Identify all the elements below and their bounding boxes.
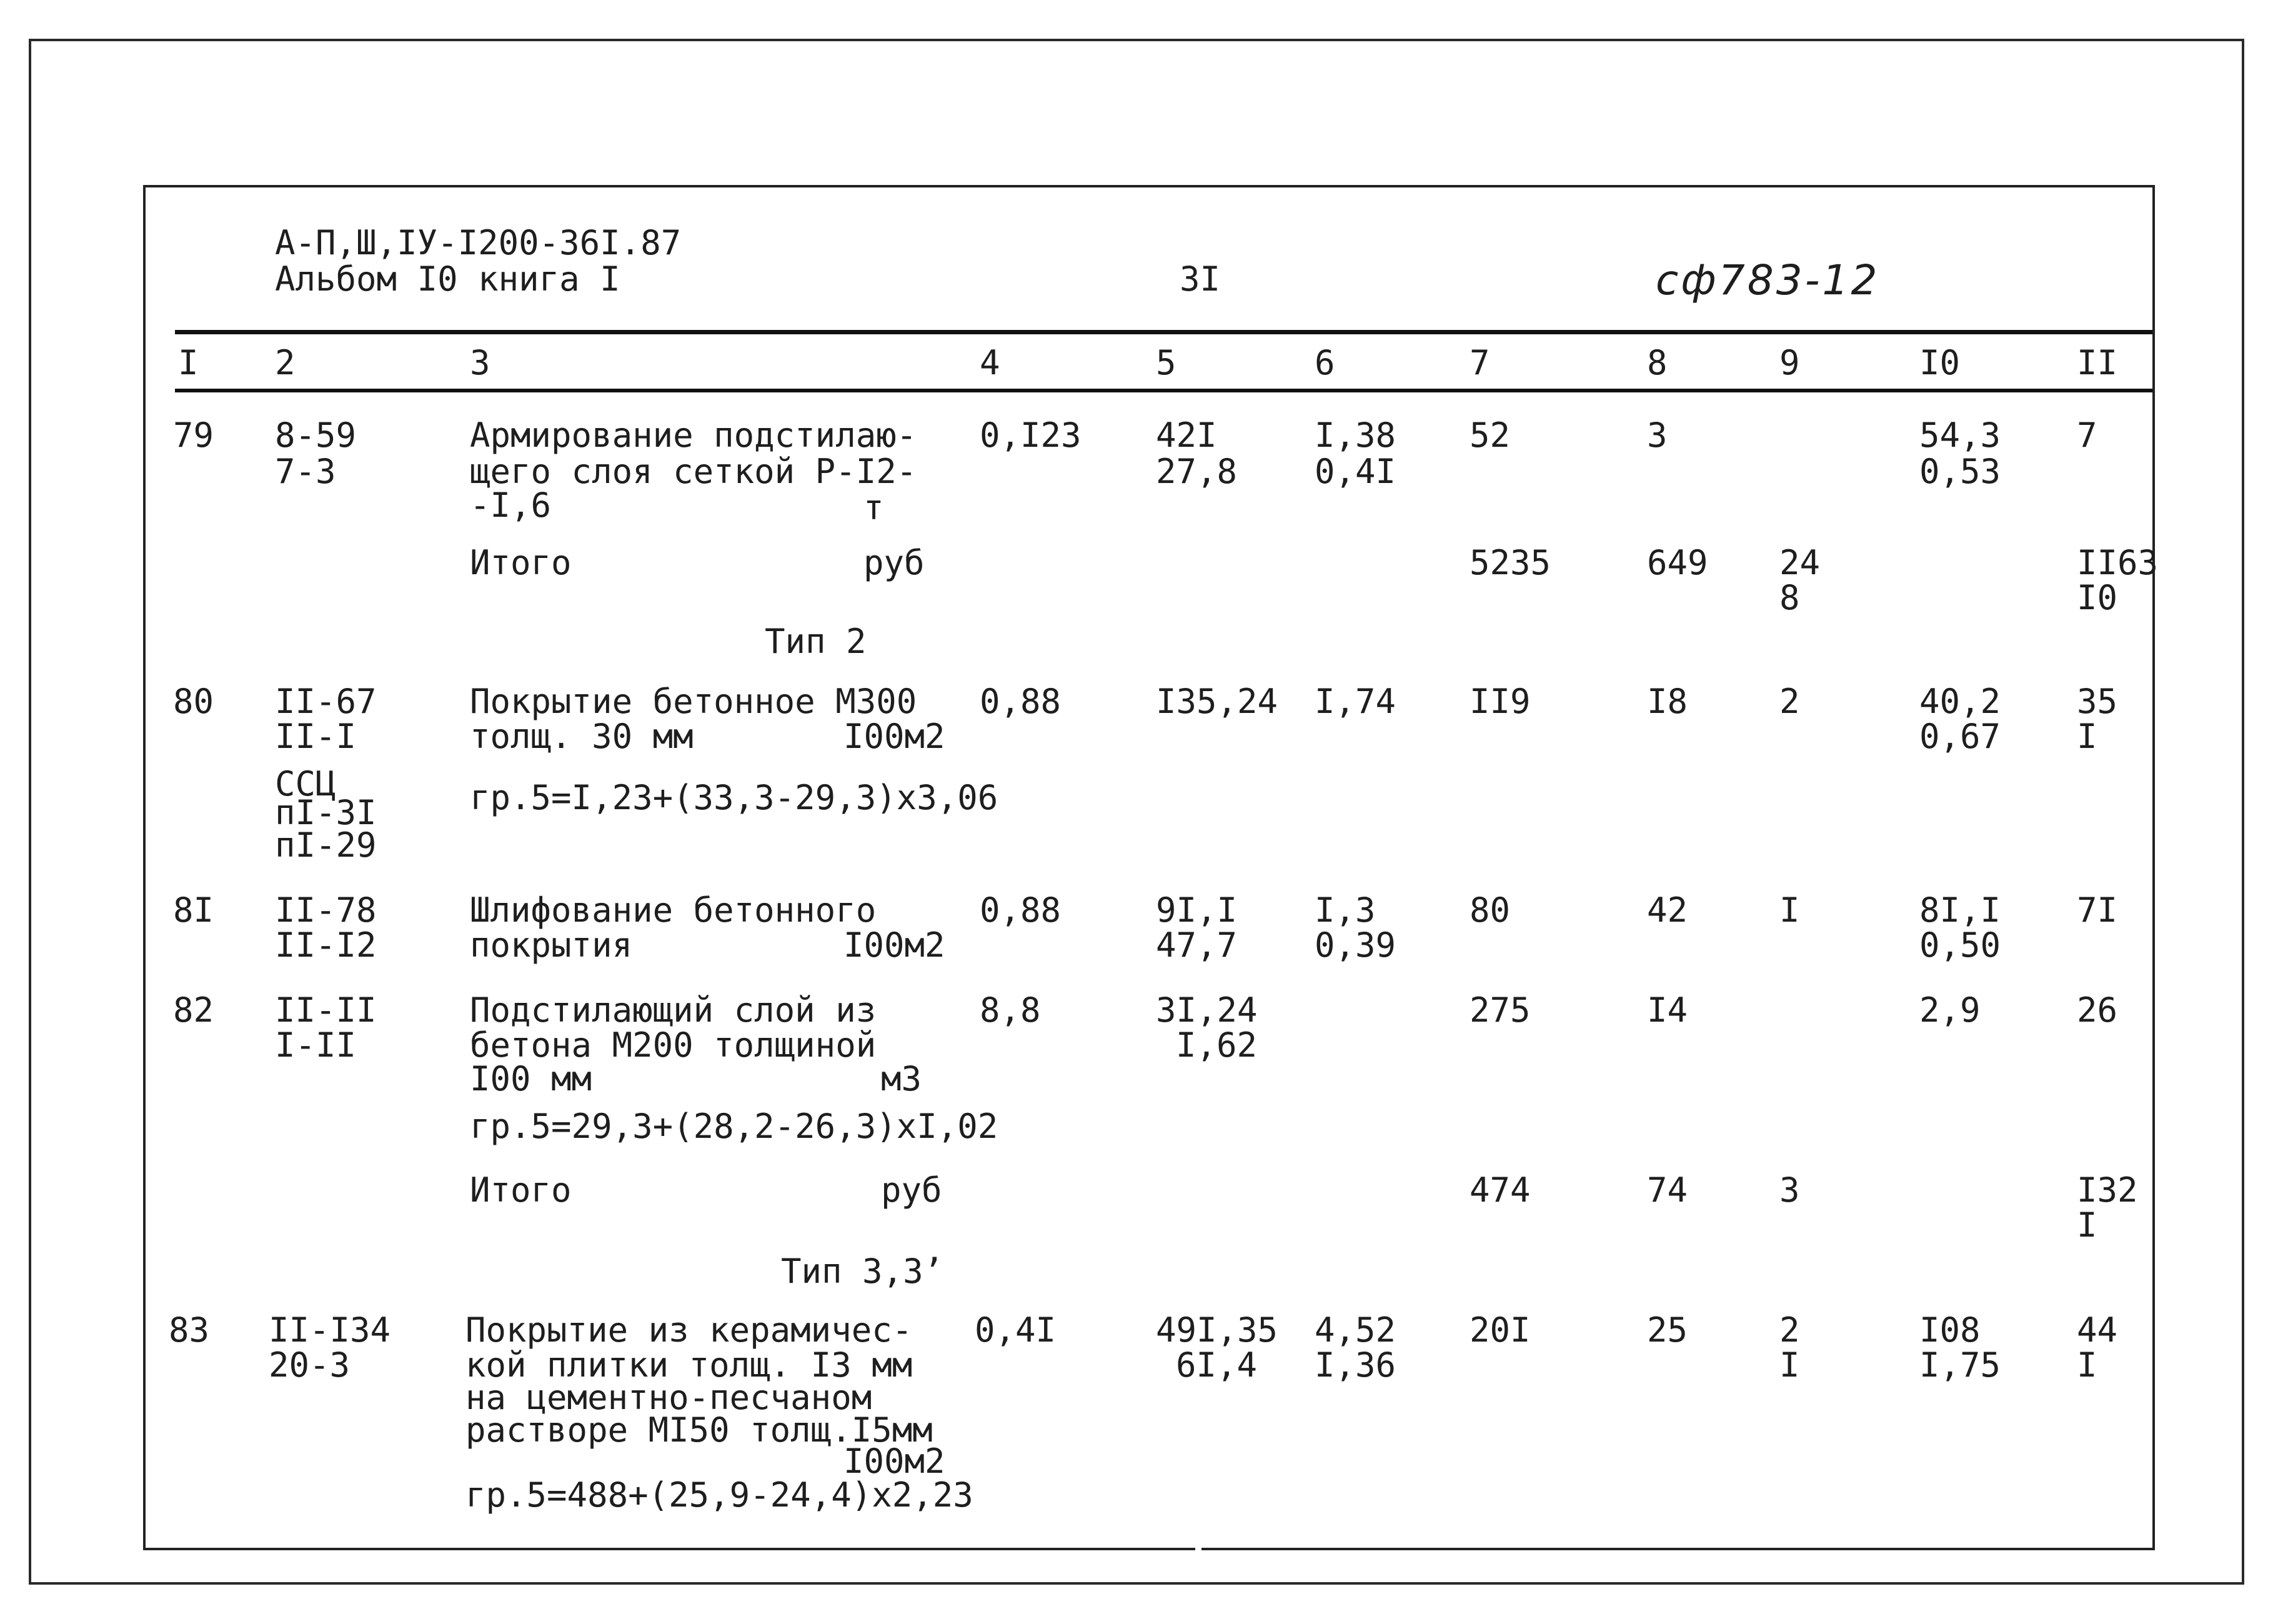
norm-code: ССЦ [275, 764, 336, 804]
column-header: I0 [1919, 343, 1961, 382]
row-number: 82 [173, 990, 214, 1030]
item-description: покрытия [470, 925, 633, 965]
unit-cost: 6I,4 [1176, 1345, 1258, 1385]
column-header: 4 [980, 343, 1000, 382]
album-code: А-П,Ш,IУ-I200-36I.87 [275, 223, 682, 262]
value-col7: 474 [1470, 1170, 1531, 1210]
price-formula: гр.5=I,23+(33,3-29,3)х3,06 [470, 778, 998, 817]
value-col11: I32 [2077, 1170, 2138, 1210]
quantity: 8,8 [980, 990, 1041, 1030]
value-col10: 2,9 [1919, 990, 1981, 1030]
subtotal-unit: руб [881, 1170, 942, 1210]
price-formula: гр.5=29,3+(28,2-26,3)хI,02 [470, 1107, 998, 1146]
value-col11: I [2077, 1205, 2097, 1245]
subtotal-label: Итого [470, 543, 572, 582]
unit-cost: I,62 [1176, 1025, 1258, 1065]
norm-code: пI-29 [275, 825, 377, 865]
value-col7: 275 [1470, 990, 1531, 1030]
value-col11: I0 [2077, 578, 2118, 617]
value-col7: II9 [1470, 682, 1531, 721]
unit-cost: 9I,I [1156, 890, 1238, 930]
item-description: Покрытие бетонное М300 [470, 682, 917, 721]
item-unit: I00м2 [843, 717, 945, 756]
row-number: 8I [173, 890, 214, 930]
value-col11: 35 [2077, 682, 2118, 721]
value-col10: 0,67 [1919, 717, 2001, 756]
bottom-border-right [1201, 1548, 2155, 1550]
item-description: -I,6 [470, 486, 552, 525]
subtotal-unit: руб [863, 543, 925, 582]
value-col9: I [1779, 890, 1800, 930]
norm-code: II-67 [275, 682, 377, 721]
row-number: 79 [173, 416, 214, 455]
norm-code: II-I34 [269, 1310, 391, 1350]
norm-code: пI-3I [275, 793, 377, 832]
row-number: 83 [169, 1310, 210, 1350]
unit-cost: 49I,35 [1156, 1310, 1278, 1350]
item-description: Шлифование бетонного [470, 890, 877, 930]
item-unit: т [863, 488, 884, 527]
value-col6: I,74 [1315, 682, 1396, 721]
value-col10: I,75 [1919, 1345, 2001, 1385]
page-number: 3I [1180, 259, 1221, 299]
value-col10: 54,3 [1919, 416, 2001, 455]
unit-cost: 42I [1156, 416, 1217, 455]
section-heading: Тип 2 [765, 622, 867, 661]
column-header: I [178, 343, 199, 382]
value-col9: 2 [1779, 1310, 1800, 1350]
norm-code: 8-59 [275, 416, 357, 455]
norm-code: I-II [275, 1025, 357, 1065]
column-header: 9 [1779, 343, 1800, 382]
value-col7: 52 [1470, 416, 1511, 455]
item-description: Армирование подстилаю- [470, 416, 917, 455]
subtotal-label: Итого [470, 1170, 572, 1210]
document-stamp: сф783-12 [1656, 256, 1880, 304]
norm-code: II-I2 [275, 925, 377, 965]
value-col6: 0,4I [1315, 452, 1396, 491]
unit-cost: 47,7 [1156, 925, 1238, 965]
unit-cost: 3I,24 [1156, 990, 1258, 1030]
item-unit: м3 [881, 1059, 922, 1098]
value-col7: 80 [1470, 890, 1511, 930]
value-col9: 3 [1779, 1170, 1800, 1210]
value-col9: 2 [1779, 682, 1800, 721]
header-bottom-rule [175, 389, 2152, 392]
value-col11: I [2077, 1345, 2097, 1385]
item-unit: I00м2 [843, 925, 945, 965]
norm-code: 20-3 [269, 1345, 351, 1385]
value-col11: 26 [2077, 990, 2118, 1030]
section-heading: Тип 3,3’ [781, 1252, 944, 1291]
item-description: кой плитки толщ. I3 мм [465, 1345, 913, 1385]
norm-code: 7-3 [275, 452, 336, 491]
quantity: 0,88 [980, 682, 1062, 721]
column-header: 7 [1470, 343, 1490, 382]
norm-code: II-II [275, 990, 377, 1030]
value-col10: 0,50 [1919, 925, 2001, 965]
unit-cost: I35,24 [1156, 682, 1278, 721]
column-header: 6 [1315, 343, 1335, 382]
value-col8: 3 [1647, 416, 1668, 455]
norm-code: II-I [275, 717, 357, 756]
value-col8: I4 [1647, 990, 1688, 1030]
value-col10: 40,2 [1919, 682, 2001, 721]
value-col6: I,38 [1315, 416, 1396, 455]
value-col8: I8 [1647, 682, 1688, 721]
value-col11: 7I [2077, 890, 2118, 930]
quantity: 0,I23 [980, 416, 1082, 455]
value-col10: 8I,I [1919, 890, 2001, 930]
value-col9: I [1779, 1345, 1800, 1385]
value-col8: 74 [1647, 1170, 1688, 1210]
value-col6: 4,52 [1315, 1310, 1396, 1350]
header-top-rule [175, 330, 2152, 334]
value-col11: 7 [2077, 416, 2097, 455]
quantity: 0,4I [975, 1310, 1057, 1350]
value-col10: I08 [1919, 1310, 1981, 1350]
value-col7: 5235 [1470, 543, 1551, 582]
item-description: растворе МI50 толщ.I5мм [465, 1410, 933, 1450]
unit-cost: 27,8 [1156, 452, 1238, 491]
item-description: Покрытие из керамичес- [465, 1310, 913, 1350]
norm-code: II-78 [275, 890, 377, 930]
item-description: толщ. 30 мм [470, 717, 694, 756]
value-col6: I,36 [1315, 1345, 1396, 1385]
column-header: 2 [275, 343, 296, 382]
item-description: Подстилающий слой из [470, 990, 877, 1030]
column-header: II [2077, 343, 2118, 382]
column-header: 3 [470, 343, 490, 382]
value-col7: 20I [1470, 1310, 1531, 1350]
item-unit: I00м2 [843, 1442, 945, 1481]
value-col8: 42 [1647, 890, 1688, 930]
quantity: 0,88 [980, 890, 1062, 930]
column-header: 5 [1156, 343, 1176, 382]
value-col8: 649 [1647, 543, 1708, 582]
value-col8: 25 [1647, 1310, 1688, 1350]
item-description: I00 мм [470, 1059, 592, 1098]
price-formula: гр.5=488+(25,9-24,4)х2,23 [465, 1475, 973, 1515]
value-col11: II63 [2077, 543, 2159, 582]
value-col11: I [2077, 717, 2097, 756]
bottom-border-left [143, 1548, 1195, 1550]
value-col9: 8 [1779, 578, 1800, 617]
row-number: 80 [173, 682, 214, 721]
value-col11: 44 [2077, 1310, 2118, 1350]
value-col6: I,3 [1315, 890, 1376, 930]
album-title: Альбом I0 книга I [275, 259, 620, 299]
column-header: 8 [1647, 343, 1668, 382]
value-col9: 24 [1779, 543, 1821, 582]
item-description: бетона М200 толщиной [470, 1025, 877, 1065]
value-col6: 0,39 [1315, 925, 1396, 965]
value-col10: 0,53 [1919, 452, 2001, 491]
item-description: на цементно-песчаном [465, 1378, 872, 1417]
item-description: щего слоя сеткой Р-I2- [470, 452, 917, 491]
